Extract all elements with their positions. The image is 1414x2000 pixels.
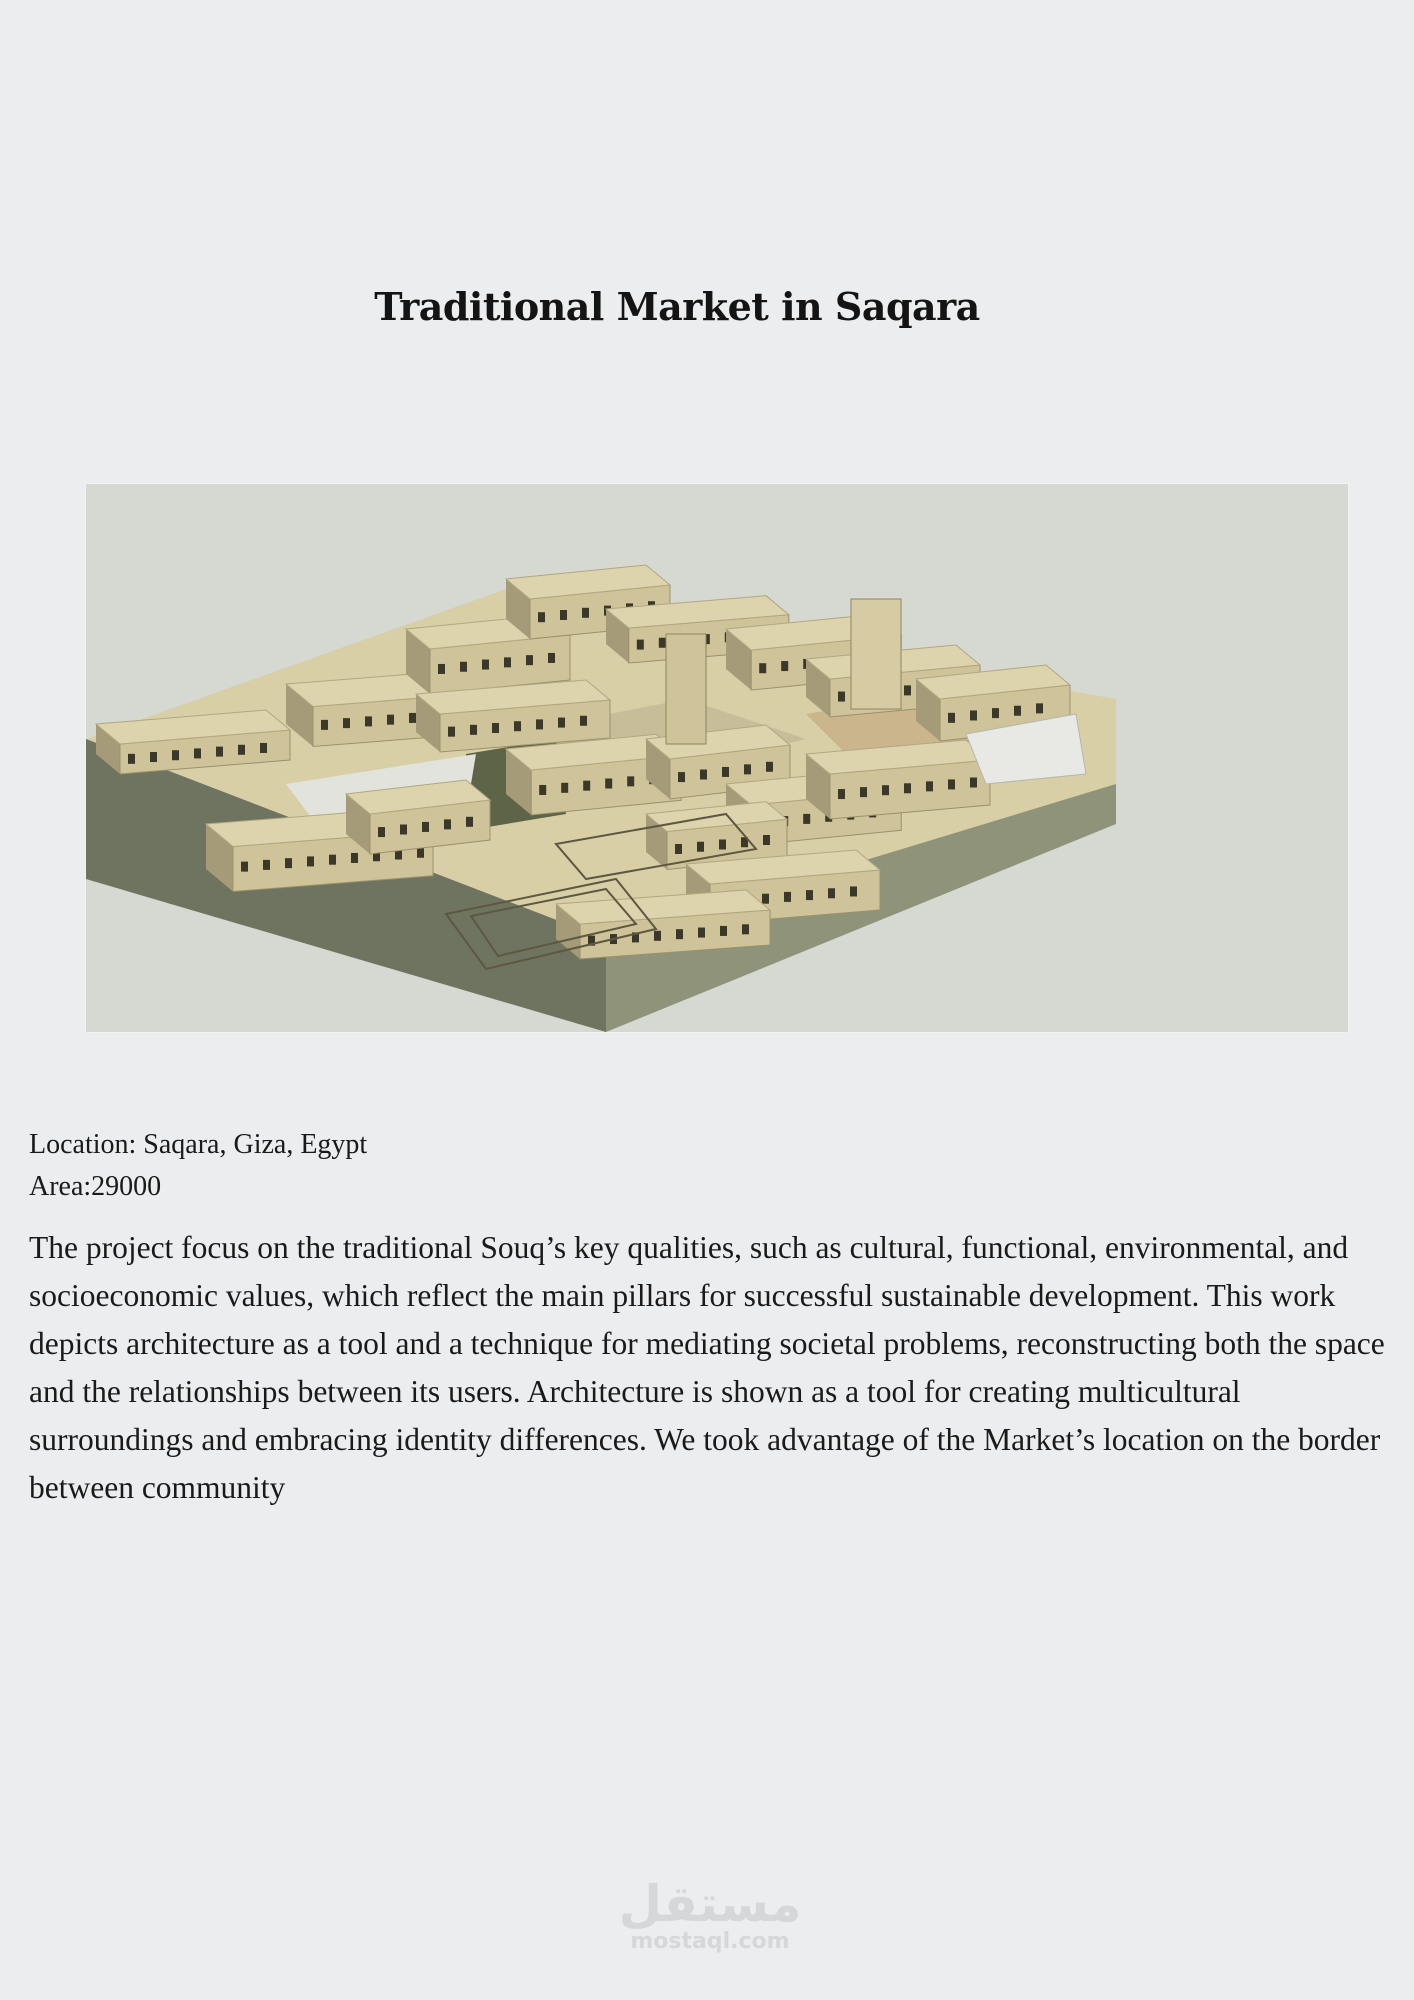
building-window	[970, 778, 977, 788]
building-window	[860, 787, 867, 797]
building-window	[438, 664, 445, 674]
building-window	[514, 721, 521, 731]
watermark-domain: mostaql.com	[630, 1929, 790, 1954]
building-window	[321, 720, 328, 730]
building-window	[759, 663, 766, 673]
building-window	[466, 817, 473, 827]
building-window	[307, 856, 314, 866]
building-window	[329, 855, 336, 865]
building-window	[351, 853, 358, 863]
building-window	[697, 842, 704, 852]
building-window	[1014, 706, 1021, 716]
building-window	[460, 662, 467, 672]
building-window	[561, 783, 568, 793]
building-window	[536, 719, 543, 729]
page-title: Traditional Market in Saqara	[374, 284, 980, 329]
building-window	[762, 894, 769, 904]
building-window	[850, 886, 857, 896]
building-window	[882, 785, 889, 795]
building-window	[285, 858, 292, 868]
building-window	[675, 844, 682, 854]
building-window	[580, 716, 587, 726]
building-window	[448, 727, 455, 737]
building-window	[400, 825, 407, 835]
building-window	[838, 692, 845, 702]
tower-left	[666, 634, 706, 744]
watermark-arabic: مستقل	[618, 1875, 802, 1933]
building-window	[387, 715, 394, 725]
building-window	[409, 713, 416, 723]
building-window	[992, 708, 999, 718]
building-window	[803, 814, 810, 824]
building-window	[904, 783, 911, 793]
building-window	[365, 716, 372, 726]
building-window	[719, 839, 726, 849]
building-window	[150, 752, 157, 762]
building-window	[263, 860, 270, 870]
building-window	[766, 762, 773, 772]
market-model-image	[85, 483, 1349, 1033]
building-window	[260, 743, 267, 753]
area-text: Area:29000	[29, 1171, 162, 1202]
building-window	[241, 862, 248, 872]
building-window	[417, 848, 424, 858]
building-window	[194, 748, 201, 758]
building-window	[781, 661, 788, 671]
tower-right	[851, 599, 901, 709]
building-window	[526, 655, 533, 665]
building-window	[548, 653, 555, 663]
building-window	[970, 710, 977, 720]
building-window	[828, 888, 835, 898]
project-details	[29, 1124, 367, 1208]
location-text: Location: Saqara, Giza, Egypt	[29, 1129, 368, 1160]
building-window	[676, 929, 683, 939]
building-window	[539, 785, 546, 795]
building-window	[904, 685, 911, 695]
building-window	[627, 776, 634, 786]
project-description: The project focus on the traditional Souq’s key qualities, such as cultural, functional, environmental, and socioeconomic values, which reflect the main pillars for successful sustainable development. This work depicts architecture as a tool and a technique for mediating societal problems, reconstructing both the space and the relationships between its users. Architecture is shown as a tool for creating multicultural surroundings and embracing identity differences. We took advantage of the Market’s location on the border between community	[29, 1230, 1385, 1505]
building-window	[698, 928, 705, 938]
building-window	[784, 892, 791, 902]
building-window	[504, 657, 511, 667]
building-window	[637, 640, 644, 650]
mostaql-watermark-logo	[600, 1875, 820, 1954]
building-window	[654, 931, 661, 941]
building-window	[678, 772, 685, 782]
building-window	[343, 718, 350, 728]
building-window	[582, 608, 589, 618]
building-window	[742, 924, 749, 934]
building-window	[948, 779, 955, 789]
building-window	[492, 723, 499, 733]
building-window	[560, 610, 567, 620]
building-window	[538, 612, 545, 622]
building-window	[605, 778, 612, 788]
building-window	[238, 745, 245, 755]
building-window	[216, 747, 223, 757]
building-window	[558, 718, 565, 728]
building-window	[744, 764, 751, 774]
building-window	[838, 789, 845, 799]
building-window	[378, 827, 385, 837]
building-window	[482, 660, 489, 670]
building-window	[926, 781, 933, 791]
building-window	[422, 822, 429, 832]
building-window	[172, 750, 179, 760]
building-window	[722, 767, 729, 777]
building-window	[806, 890, 813, 900]
building-window	[583, 781, 590, 791]
building-window	[700, 770, 707, 780]
building-window	[470, 725, 477, 735]
building-window	[948, 713, 955, 723]
building-window	[444, 819, 451, 829]
building-window	[720, 926, 727, 936]
building-window	[1036, 703, 1043, 713]
building-window	[659, 638, 666, 648]
building-window	[128, 754, 135, 764]
building-window	[763, 835, 770, 845]
